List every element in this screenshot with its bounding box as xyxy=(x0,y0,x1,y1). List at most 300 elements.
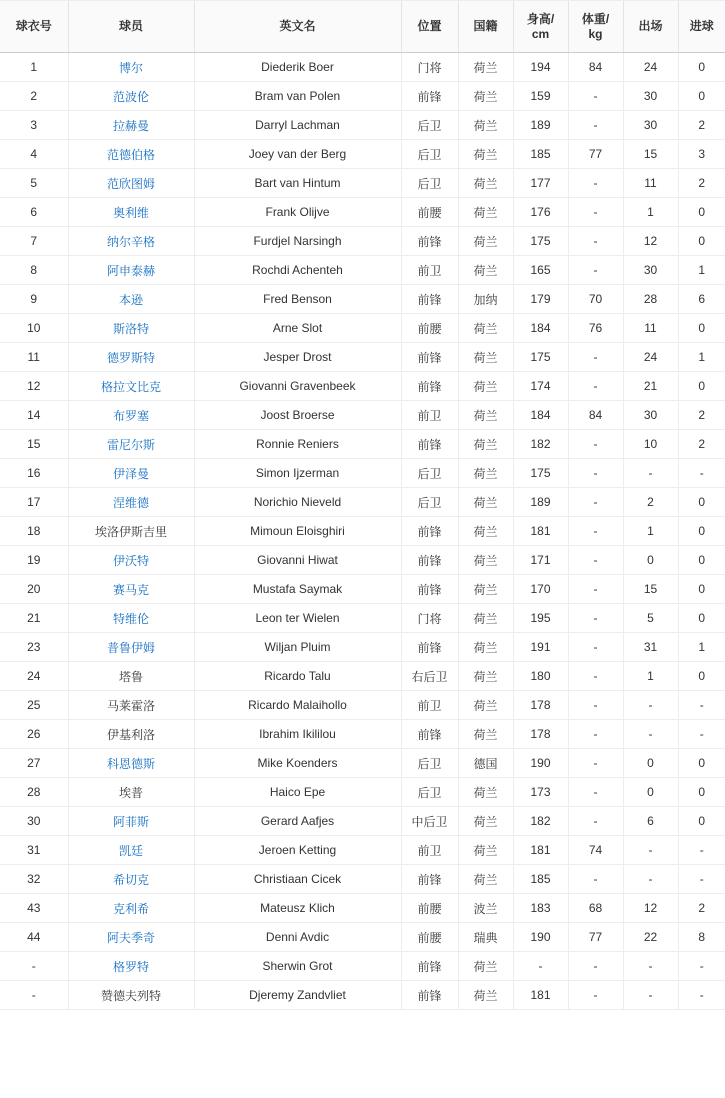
position: 前锋 xyxy=(401,82,458,111)
table-row xyxy=(0,517,725,546)
goals: 0 xyxy=(678,662,725,691)
position: 前腰 xyxy=(401,198,458,227)
english-name: Diederik Boer xyxy=(194,53,401,82)
english-name: Mike Koenders xyxy=(194,749,401,778)
player-name-cell xyxy=(68,575,194,604)
table-row xyxy=(0,923,725,952)
weight-kg: - xyxy=(568,720,623,749)
player-link[interactable]: 本逊 xyxy=(118,292,143,307)
player-link[interactable]: 伊沃特 xyxy=(112,553,149,568)
english-name: Leon ter Wielen xyxy=(194,604,401,633)
player-name-cell xyxy=(68,111,194,140)
weight-kg: - xyxy=(568,256,623,285)
goals: 2 xyxy=(678,401,725,430)
player-link[interactable]: 伊泽曼 xyxy=(112,466,149,481)
goals: 0 xyxy=(678,807,725,836)
table-row xyxy=(0,198,725,227)
jersey-number: 19 xyxy=(0,546,68,575)
position: 前锋 xyxy=(401,575,458,604)
col-header-player: 球员 xyxy=(68,1,194,53)
nationality: 荷兰 xyxy=(458,691,513,720)
height-cm: 184 xyxy=(513,401,568,430)
player-name-cell xyxy=(68,256,194,285)
player-link[interactable]: 涅维德 xyxy=(112,495,149,510)
height-cm: 180 xyxy=(513,662,568,691)
english-name: Haico Epe xyxy=(194,778,401,807)
position: 前卫 xyxy=(401,256,458,285)
nationality: 荷兰 xyxy=(458,459,513,488)
jersey-number: 2 xyxy=(0,82,68,111)
jersey-number: 17 xyxy=(0,488,68,517)
height-cm: 189 xyxy=(513,488,568,517)
english-name: Denni Avdic xyxy=(194,923,401,952)
position: 后卫 xyxy=(401,169,458,198)
player-link[interactable]: 阿菲斯 xyxy=(112,814,149,829)
table-row xyxy=(0,140,725,169)
height-cm: 175 xyxy=(513,227,568,256)
weight-kg: - xyxy=(568,198,623,227)
position: 门将 xyxy=(401,53,458,82)
table-row xyxy=(0,256,725,285)
appearances: 21 xyxy=(623,372,678,401)
goals: 0 xyxy=(678,778,725,807)
position: 前腰 xyxy=(401,923,458,952)
goals: 0 xyxy=(678,372,725,401)
weight-kg: - xyxy=(568,778,623,807)
height-cm: 177 xyxy=(513,169,568,198)
goals: 0 xyxy=(678,227,725,256)
player-name: 埃洛伊斯吉里 xyxy=(94,524,167,539)
table-row xyxy=(0,836,725,865)
player-name-cell xyxy=(68,865,194,894)
jersey-number: 4 xyxy=(0,140,68,169)
goals: 3 xyxy=(678,140,725,169)
player-name: 塔鲁 xyxy=(118,669,143,684)
table-row xyxy=(0,749,725,778)
position: 右后卫 xyxy=(401,662,458,691)
weight-kg: - xyxy=(568,459,623,488)
table-row xyxy=(0,981,725,1010)
player-link[interactable]: 科恩德斯 xyxy=(106,756,155,771)
table-row xyxy=(0,459,725,488)
player-name: 赞德夫列特 xyxy=(100,988,161,1003)
english-name: Simon Ijzerman xyxy=(194,459,401,488)
jersey-number: 8 xyxy=(0,256,68,285)
position: 后卫 xyxy=(401,778,458,807)
english-name: Giovanni Hiwat xyxy=(194,546,401,575)
height-cm: 179 xyxy=(513,285,568,314)
player-link[interactable]: 赛马克 xyxy=(112,582,149,597)
player-link[interactable]: 博尔 xyxy=(118,60,143,75)
english-name: Furdjel Narsingh xyxy=(194,227,401,256)
english-name: Ronnie Reniers xyxy=(194,430,401,459)
weight-kg: - xyxy=(568,865,623,894)
player-name-cell xyxy=(68,604,194,633)
player-name-cell xyxy=(68,662,194,691)
goals: 0 xyxy=(678,546,725,575)
weight-kg: - xyxy=(568,633,623,662)
english-name: Mustafa Saymak xyxy=(194,575,401,604)
table-row xyxy=(0,633,725,662)
nationality: 瑞典 xyxy=(458,923,513,952)
appearances: 15 xyxy=(623,575,678,604)
appearances: - xyxy=(623,720,678,749)
weight-kg: - xyxy=(568,546,623,575)
jersey-number: 18 xyxy=(0,517,68,546)
table-row xyxy=(0,662,725,691)
player-name: 马莱霍洛 xyxy=(106,698,155,713)
table-body xyxy=(0,53,725,1010)
appearances: 1 xyxy=(623,198,678,227)
goals: 0 xyxy=(678,314,725,343)
appearances: 0 xyxy=(623,546,678,575)
weight-kg: 74 xyxy=(568,836,623,865)
player-link[interactable]: 阿申泰赫 xyxy=(106,263,155,278)
player-link[interactable]: 特维伦 xyxy=(112,611,149,626)
english-name: Bart van Hintum xyxy=(194,169,401,198)
jersey-number: 3 xyxy=(0,111,68,140)
english-name: Jeroen Ketting xyxy=(194,836,401,865)
table-row xyxy=(0,575,725,604)
height-cm: 185 xyxy=(513,140,568,169)
nationality: 荷兰 xyxy=(458,111,513,140)
player-name-cell xyxy=(68,633,194,662)
player-name-cell xyxy=(68,952,194,981)
height-cm: 159 xyxy=(513,82,568,111)
height-cm: 183 xyxy=(513,894,568,923)
jersey-number: 23 xyxy=(0,633,68,662)
goals: 2 xyxy=(678,894,725,923)
weight-kg: - xyxy=(568,82,623,111)
jersey-number: 43 xyxy=(0,894,68,923)
nationality: 荷兰 xyxy=(458,256,513,285)
weight-kg: 68 xyxy=(568,894,623,923)
jersey-number: 20 xyxy=(0,575,68,604)
appearances: 1 xyxy=(623,662,678,691)
english-name: Ricardo Malaihollo xyxy=(194,691,401,720)
table-row xyxy=(0,691,725,720)
jersey-number: 26 xyxy=(0,720,68,749)
player-name-cell xyxy=(68,923,194,952)
jersey-number: 15 xyxy=(0,430,68,459)
weight-kg: - xyxy=(568,981,623,1010)
goals: 0 xyxy=(678,198,725,227)
weight-kg: 70 xyxy=(568,285,623,314)
nationality: 荷兰 xyxy=(458,546,513,575)
table-row xyxy=(0,720,725,749)
nationality: 荷兰 xyxy=(458,720,513,749)
position: 前锋 xyxy=(401,517,458,546)
appearances: 6 xyxy=(623,807,678,836)
nationality: 荷兰 xyxy=(458,169,513,198)
english-name: Jesper Drost xyxy=(194,343,401,372)
english-name: Ricardo Talu xyxy=(194,662,401,691)
jersey-number: 14 xyxy=(0,401,68,430)
table-row xyxy=(0,488,725,517)
nationality: 加纳 xyxy=(458,285,513,314)
player-link[interactable]: 普鲁伊姆 xyxy=(106,640,155,655)
goals: 0 xyxy=(678,575,725,604)
nationality: 荷兰 xyxy=(458,53,513,82)
weight-kg: - xyxy=(568,604,623,633)
jersey-number: 21 xyxy=(0,604,68,633)
appearances: 0 xyxy=(623,778,678,807)
jersey-number: 12 xyxy=(0,372,68,401)
col-header-height: 身高/ cm xyxy=(513,1,568,53)
table-row xyxy=(0,343,725,372)
nationality: 荷兰 xyxy=(458,778,513,807)
appearances: 24 xyxy=(623,343,678,372)
player-link[interactable]: 格拉文比克 xyxy=(100,379,161,394)
goals: - xyxy=(678,952,725,981)
weight-kg: 76 xyxy=(568,314,623,343)
height-cm: 181 xyxy=(513,517,568,546)
jersey-number: 9 xyxy=(0,285,68,314)
weight-kg: 84 xyxy=(568,401,623,430)
col-header-goals: 进球 xyxy=(678,1,725,53)
nationality: 荷兰 xyxy=(458,372,513,401)
height-cm: - xyxy=(513,952,568,981)
english-name: Gerard Aafjes xyxy=(194,807,401,836)
height-cm: 182 xyxy=(513,807,568,836)
jersey-number: 27 xyxy=(0,749,68,778)
nationality: 荷兰 xyxy=(458,604,513,633)
weight-kg: 77 xyxy=(568,923,623,952)
english-name: Joey van der Berg xyxy=(194,140,401,169)
player-link[interactable]: 拉赫曼 xyxy=(112,118,149,133)
weight-kg: - xyxy=(568,430,623,459)
col-header-weight: 体重/ kg xyxy=(568,1,623,53)
english-name: Wiljan Pluim xyxy=(194,633,401,662)
table-row xyxy=(0,807,725,836)
table-row xyxy=(0,546,725,575)
player-link[interactable]: 阿夫季奇 xyxy=(106,930,155,945)
english-name: Bram van Polen xyxy=(194,82,401,111)
nationality: 荷兰 xyxy=(458,575,513,604)
height-cm: 191 xyxy=(513,633,568,662)
english-name: Darryl Lachman xyxy=(194,111,401,140)
height-cm: 190 xyxy=(513,749,568,778)
position: 前锋 xyxy=(401,372,458,401)
nationality: 荷兰 xyxy=(458,82,513,111)
weight-kg: - xyxy=(568,488,623,517)
appearances: 22 xyxy=(623,923,678,952)
nationality: 荷兰 xyxy=(458,343,513,372)
player-link[interactable]: 德罗斯特 xyxy=(106,350,155,365)
weight-kg: - xyxy=(568,343,623,372)
table-row xyxy=(0,778,725,807)
goals: 0 xyxy=(678,749,725,778)
player-name-cell xyxy=(68,430,194,459)
appearances: 30 xyxy=(623,401,678,430)
player-link[interactable]: 奥利维 xyxy=(112,205,149,220)
appearances: 30 xyxy=(623,256,678,285)
player-link[interactable]: 范波伦 xyxy=(112,89,149,104)
player-link[interactable]: 希切克 xyxy=(112,872,149,887)
height-cm: 178 xyxy=(513,691,568,720)
position: 中后卫 xyxy=(401,807,458,836)
player-name-cell xyxy=(68,459,194,488)
appearances: 1 xyxy=(623,517,678,546)
nationality: 荷兰 xyxy=(458,981,513,1010)
col-header-appearances: 出场 xyxy=(623,1,678,53)
position: 前锋 xyxy=(401,633,458,662)
player-name-cell xyxy=(68,198,194,227)
player-name: 伊基利洛 xyxy=(106,727,155,742)
player-name-cell xyxy=(68,82,194,111)
goals: 2 xyxy=(678,111,725,140)
jersey-number: 31 xyxy=(0,836,68,865)
nationality: 荷兰 xyxy=(458,430,513,459)
weight-kg: - xyxy=(568,749,623,778)
nationality: 荷兰 xyxy=(458,198,513,227)
appearances: - xyxy=(623,459,678,488)
appearances: 24 xyxy=(623,53,678,82)
position: 前锋 xyxy=(401,952,458,981)
height-cm: 174 xyxy=(513,372,568,401)
position: 前卫 xyxy=(401,836,458,865)
table-row xyxy=(0,604,725,633)
position: 前锋 xyxy=(401,227,458,256)
table-row xyxy=(0,169,725,198)
goals: 1 xyxy=(678,343,725,372)
nationality: 荷兰 xyxy=(458,633,513,662)
height-cm: 181 xyxy=(513,836,568,865)
weight-kg: - xyxy=(568,169,623,198)
player-name-cell xyxy=(68,836,194,865)
appearances: 30 xyxy=(623,82,678,111)
goals: 0 xyxy=(678,517,725,546)
height-cm: 195 xyxy=(513,604,568,633)
player-name-cell xyxy=(68,53,194,82)
player-name-cell xyxy=(68,720,194,749)
table-row xyxy=(0,372,725,401)
weight-kg: 84 xyxy=(568,53,623,82)
player-name-cell xyxy=(68,546,194,575)
weight-kg: - xyxy=(568,952,623,981)
player-name-cell xyxy=(68,343,194,372)
table-row xyxy=(0,82,725,111)
height-cm: 189 xyxy=(513,111,568,140)
position: 前卫 xyxy=(401,691,458,720)
goals: - xyxy=(678,865,725,894)
height-cm: 173 xyxy=(513,778,568,807)
player-link[interactable]: 范欣图姆 xyxy=(106,176,155,191)
nationality: 荷兰 xyxy=(458,662,513,691)
english-name: Mimoun Eloisghiri xyxy=(194,517,401,546)
table-row xyxy=(0,285,725,314)
nationality: 荷兰 xyxy=(458,836,513,865)
goals: 0 xyxy=(678,604,725,633)
english-name: Christiaan Cicek xyxy=(194,865,401,894)
table-row xyxy=(0,865,725,894)
player-name: 埃普 xyxy=(118,785,143,800)
weight-kg: - xyxy=(568,807,623,836)
height-cm: 194 xyxy=(513,53,568,82)
jersey-number: 28 xyxy=(0,778,68,807)
height-cm: 184 xyxy=(513,314,568,343)
appearances: 12 xyxy=(623,227,678,256)
player-name-cell xyxy=(68,691,194,720)
jersey-number: 6 xyxy=(0,198,68,227)
jersey-number: 16 xyxy=(0,459,68,488)
weight-kg: - xyxy=(568,111,623,140)
nationality: 波兰 xyxy=(458,894,513,923)
player-name-cell xyxy=(68,488,194,517)
appearances: - xyxy=(623,952,678,981)
nationality: 荷兰 xyxy=(458,140,513,169)
jersey-number: 1 xyxy=(0,53,68,82)
appearances: 28 xyxy=(623,285,678,314)
appearances: 15 xyxy=(623,140,678,169)
player-link[interactable]: 斯洛特 xyxy=(112,321,149,336)
goals: 8 xyxy=(678,923,725,952)
goals: 1 xyxy=(678,256,725,285)
height-cm: 175 xyxy=(513,459,568,488)
nationality: 荷兰 xyxy=(458,865,513,894)
player-link[interactable]: 克利希 xyxy=(112,901,149,916)
nationality: 荷兰 xyxy=(458,227,513,256)
weight-kg: - xyxy=(568,662,623,691)
player-name-cell xyxy=(68,981,194,1010)
position: 前腰 xyxy=(401,314,458,343)
height-cm: 178 xyxy=(513,720,568,749)
position: 后卫 xyxy=(401,111,458,140)
appearances: - xyxy=(623,836,678,865)
col-header-nationality: 国籍 xyxy=(458,1,513,53)
player-link[interactable]: 布罗塞 xyxy=(112,408,149,423)
english-name: Djeremy Zandvliet xyxy=(194,981,401,1010)
player-name-cell xyxy=(68,894,194,923)
position: 前锋 xyxy=(401,865,458,894)
goals: 2 xyxy=(678,169,725,198)
height-cm: 190 xyxy=(513,923,568,952)
player-link[interactable]: 雷尼尔斯 xyxy=(106,437,155,452)
player-link[interactable]: 格罗特 xyxy=(112,959,149,974)
position: 后卫 xyxy=(401,459,458,488)
height-cm: 175 xyxy=(513,343,568,372)
jersey-number: 25 xyxy=(0,691,68,720)
jersey-number: 24 xyxy=(0,662,68,691)
nationality: 荷兰 xyxy=(458,314,513,343)
player-link[interactable]: 纳尔辛格 xyxy=(106,234,155,249)
table-row xyxy=(0,430,725,459)
appearances: 2 xyxy=(623,488,678,517)
english-name: Ibrahim Ikililou xyxy=(194,720,401,749)
table-row xyxy=(0,952,725,981)
player-name-cell xyxy=(68,517,194,546)
player-name-cell xyxy=(68,314,194,343)
header-row xyxy=(0,1,725,53)
goals: 0 xyxy=(678,488,725,517)
position: 前锋 xyxy=(401,981,458,1010)
player-link[interactable]: 凯廷 xyxy=(118,843,143,858)
table-row xyxy=(0,53,725,82)
table-row xyxy=(0,314,725,343)
weight-kg: - xyxy=(568,227,623,256)
col-header-english-name: 英文名 xyxy=(194,1,401,53)
nationality: 荷兰 xyxy=(458,517,513,546)
player-name-cell xyxy=(68,778,194,807)
position: 前锋 xyxy=(401,343,458,372)
player-name-cell xyxy=(68,401,194,430)
jersey-number: 32 xyxy=(0,865,68,894)
player-name-cell xyxy=(68,372,194,401)
english-name: Frank Olijve xyxy=(194,198,401,227)
player-link[interactable]: 范德伯格 xyxy=(106,147,155,162)
english-name: Fred Benson xyxy=(194,285,401,314)
appearances: 10 xyxy=(623,430,678,459)
